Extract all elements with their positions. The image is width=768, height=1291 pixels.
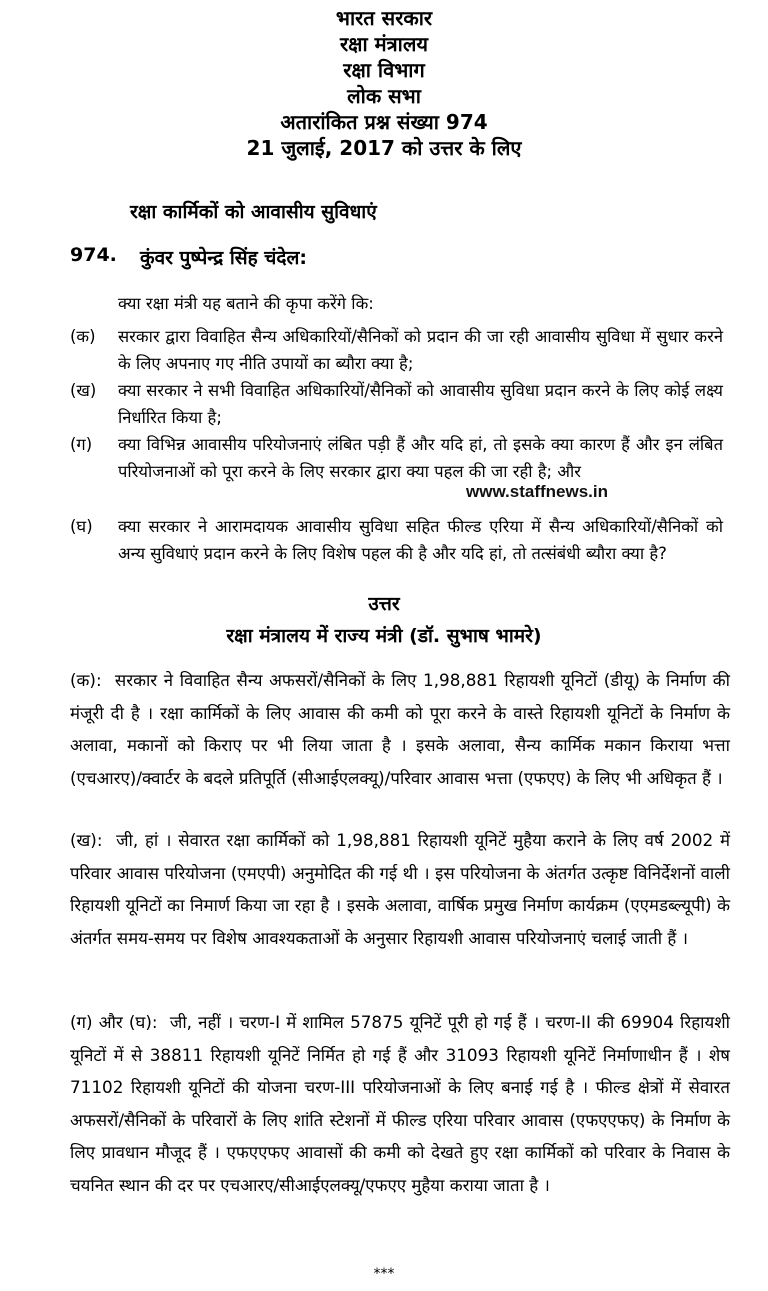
question-number: 974. [70, 244, 117, 266]
header-question-number: अतारांकित प्रश्न संख्या 974 [280, 110, 488, 134]
question-label: (ख) [70, 381, 97, 400]
subject-title: रक्षा कार्मिकों को आवासीय सुविधाएं [130, 201, 377, 223]
answer-heading: उत्तर [368, 593, 400, 615]
question-text: क्या विभिन्न आवासीय परियोजनाएं लंबित पड़ी हैं और यदि हां, तो इसके क्या कारण हैं और इन लंबित परियोजनाओं को पूरा करने के लिए सरकार द्वारा क्या पहल की जा रही है; और [118, 435, 723, 481]
question-text: क्या सरकार ने सभी विवाहित अधिकारियों/सैनिकों को आवासीय सुविधा प्रदान करने के लिए कोई लक्ष्य निर्धारित किया है; [118, 381, 723, 427]
question-label: (ग) [70, 435, 93, 454]
answer-label: (ग) और (घ): [70, 1012, 158, 1032]
answer-label: (ख): [70, 830, 103, 850]
answer-label: (क): [70, 670, 102, 690]
answer-ga-gha [70, 1006, 730, 1201]
member-name: कुंवर पुष्पेन्द्र सिंह चंदेल: [140, 247, 307, 269]
answer-text: जी, नहीं । चरण-I में शामिल 57875 यूनिटें पूरी हो गई हैं । चरण-II की 69904 रिहायशी यूनिटों में से 38811 रिहायशी यूनिटें निर्मित हो गई हैं और 31093 रिहायशी यूनिटें निर्माणाधीन हैं । शेष 71102 रिहायशी यूनिटों की योजना चरण-III परियोजनाओं के लिए बनाई गई है । फील्ड क्षेत्रों में सेवारत अफसरों/सैनिकों के परिवारों के लिए शांति स्टेशनों में फील्ड एरिया परिवार आवास (एफएएफए) के निर्माण के लिए प्रावधान मौजूद हैं । एफएएफए आवासों की कमी को देखते हुए रक्षा कार्मिकों को परिवार के निवास के चयनित स्थान की दर पर एचआरए/सीआईएलक्यू/एफएए मुहैया कराया जाता है । [70, 1012, 730, 1195]
question-label: (क) [70, 327, 96, 346]
header-ministry-name: रक्षा मंत्रालय [339, 32, 428, 56]
header-department: रक्षा विभाग [343, 58, 425, 82]
question-text: सरकार द्वारा विवाहित सैन्य अधिकारियों/सैनिकों को प्रदान की जा रही आवासीय सुविधा में सुधार करने के लिए अपनाए गए नीति उपायों का ब्यौरा क्या है; [118, 327, 723, 373]
header-house: लोक सभा [347, 84, 421, 108]
header-answer-date: 21 जुलाई, 2017 को उत्तर के लिए [246, 136, 522, 160]
question-text: क्या सरकार ने आरामदायक आवासीय सुविधा सहित फील्ड एरिया में सैन्य अधिकारियों/सैनिकों को अन्य सुविधाएं प्रदान करने के लिए विशेष पहल की है और यदि हां, तो तत्संबंधी ब्यौरा क्या है? [118, 517, 723, 563]
answer-ka [70, 664, 730, 794]
header-ministry: भारत सरकार [335, 6, 433, 30]
end-mark: *** [373, 1266, 395, 1282]
answer-kha [70, 824, 730, 954]
question-label: (घ) [70, 517, 93, 536]
minister-name: रक्षा मंत्रालय में राज्य मंत्री (डॉ. सुभाष भामरे) [226, 625, 542, 647]
answer-text: सरकार ने विवाहित सैन्य अफसरों/सैनिकों के लिए 1,98,881 रिहायशी यूनिटों (डीयू) के निर्माण की मंजूरी दी है । रक्षा कार्मिकों के लिए आवास की कमी को पूरा करने के वास्ते रिहायशी यूनिटों के निर्माण के अलावा, मकानों को किराए पर भी लिया जाता है । इसके अलावा, सैन्य कार्मिक मकान किराया भत्ता (एचआरए)/क्वार्टर के बदले प्रतिपूर्ति (सीआईएलक्यू)/परिवार आवास भत्ता (एफएए) के लिए भी अधिकृत हैं । [70, 670, 730, 788]
watermark-website: www.staffnews.in [466, 482, 609, 501]
question-intro: क्या रक्षा मंत्री यह बताने की कृपा करेंगे कि: [118, 294, 374, 313]
answer-text: जी, हां । सेवारत रक्षा कार्मिकों को 1,98,881 रिहायशी यूनिटें मुहैया कराने के लिए वर्ष 2002 में परिवार आवास परियोजना (एमएपी) अनुमोदित की गई थी । इस परियोजना के अंतर्गत उत्कृष्ट विनिर्देशनों वाली रिहायशी यूनिटों का निमार्ण किया जा रहा है । इसके अलावा, वार्षिक प्रमुख निर्माण कार्यक्रम (एएमडब्ल्यूपी) के अंतर्गत समय-समय पर विशेष आवश्यकताओं के अनुसार रिहायशी आवास परियोजनाएं चलाई जाती हैं । [70, 830, 731, 948]
